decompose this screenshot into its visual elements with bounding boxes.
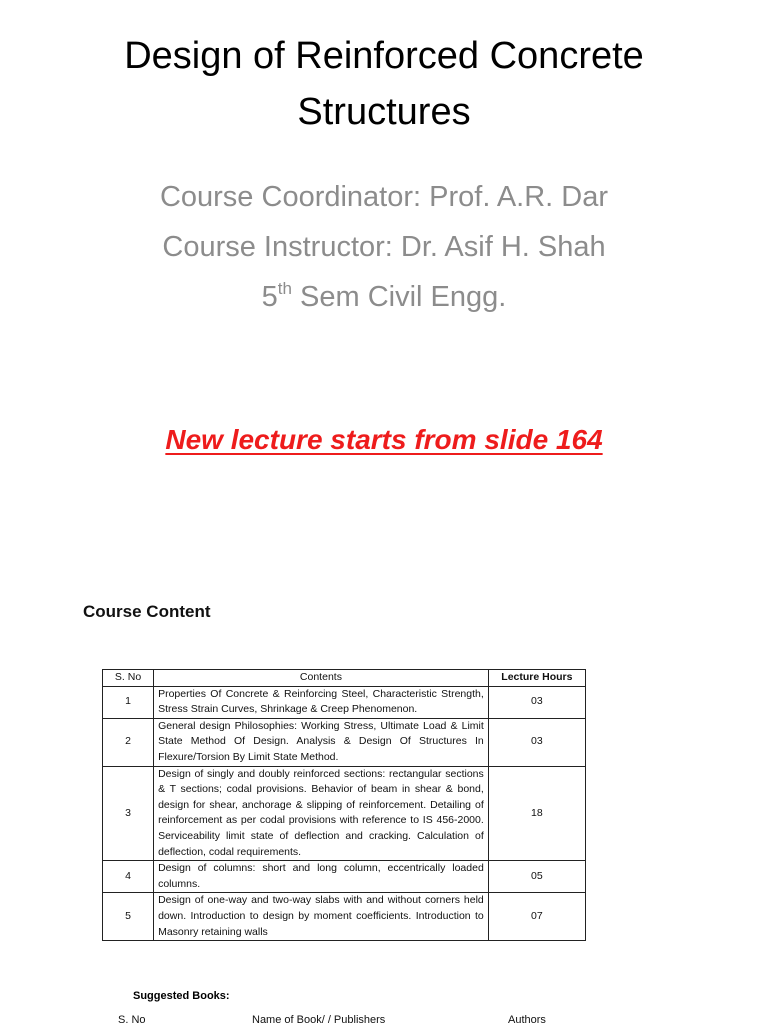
table-row [103, 861, 586, 893]
row-sno: 4 [103, 861, 154, 893]
suggested-books-heading: Suggested Books: [133, 990, 230, 1002]
row-sno: 5 [103, 893, 154, 941]
row-sno: 1 [103, 686, 154, 718]
row-hours: 05 [488, 861, 585, 893]
table-header-row [103, 670, 586, 687]
slide-title [0, 28, 768, 140]
row-hours: 03 [488, 686, 585, 718]
course-content-heading: Course Content [83, 602, 211, 621]
row-hours: 18 [488, 766, 585, 861]
table-row [103, 718, 586, 766]
books-header-sno: S. No [118, 1014, 146, 1026]
row-sno: 2 [103, 718, 154, 766]
row-contents: Properties Of Concrete & Reinforcing Steel, Characteristic Strength, Stress Strain Curves, Shrinkage & Creep Phenomenon. [154, 686, 489, 718]
slide-title-line-1: Design of Reinforced Concrete [124, 35, 644, 77]
books-header-authors: Authors [508, 1014, 546, 1026]
semester-line [0, 281, 768, 314]
row-sno: 3 [103, 766, 154, 861]
table-row [103, 766, 586, 861]
course-instructor: Course Instructor: Dr. Asif H. Shah [162, 231, 606, 263]
header-contents: Contents [154, 670, 489, 687]
row-contents: Design of singly and doubly reinforced sections: rectangular sections & T sections; codal provisions. Behavior of beam in shear & bond, design for shear, anchorage & slipping of reinforcement. Detailing of reinforcement as per codal provisions with reference to IS 456-2000. Serviceability limit state of deflection and cracking. Calculation of deflection, codal requirements. [154, 766, 489, 861]
books-header-name: Name of Book/ / Publishers [252, 1014, 386, 1026]
semester-suffix: th [277, 279, 292, 298]
semester-rest: Sem Civil Engg. [291, 281, 507, 313]
header-lecture-hours: Lecture Hours [488, 670, 585, 687]
semester-number: 5 [261, 281, 278, 313]
row-contents: Design of one-way and two-way slabs with and without corners held down. Introduction to design by moment coefficients. Introduction to Masonry retaining walls [154, 893, 489, 941]
slide-title-line-2: Structures [297, 91, 471, 133]
course-coordinator: Course Coordinator: Prof. A.R. Dar [159, 181, 609, 213]
row-contents: Design of columns: short and long column, eccentrically loaded columns. [154, 861, 489, 893]
row-contents: General design Philosophies: Working Stress, Ultimate Load & Limit State Method Of Design. Analysis & Design Of Structures In Flexure/Torsion By Limit State Method. [154, 718, 489, 766]
course-content-table [102, 669, 586, 941]
new-lecture-notice: New lecture starts from slide 164 [165, 424, 603, 455]
table-row [103, 686, 586, 718]
header-sno: S. No [103, 670, 154, 687]
row-hours: 07 [488, 893, 585, 941]
table-row [103, 893, 586, 941]
row-hours: 03 [488, 718, 585, 766]
